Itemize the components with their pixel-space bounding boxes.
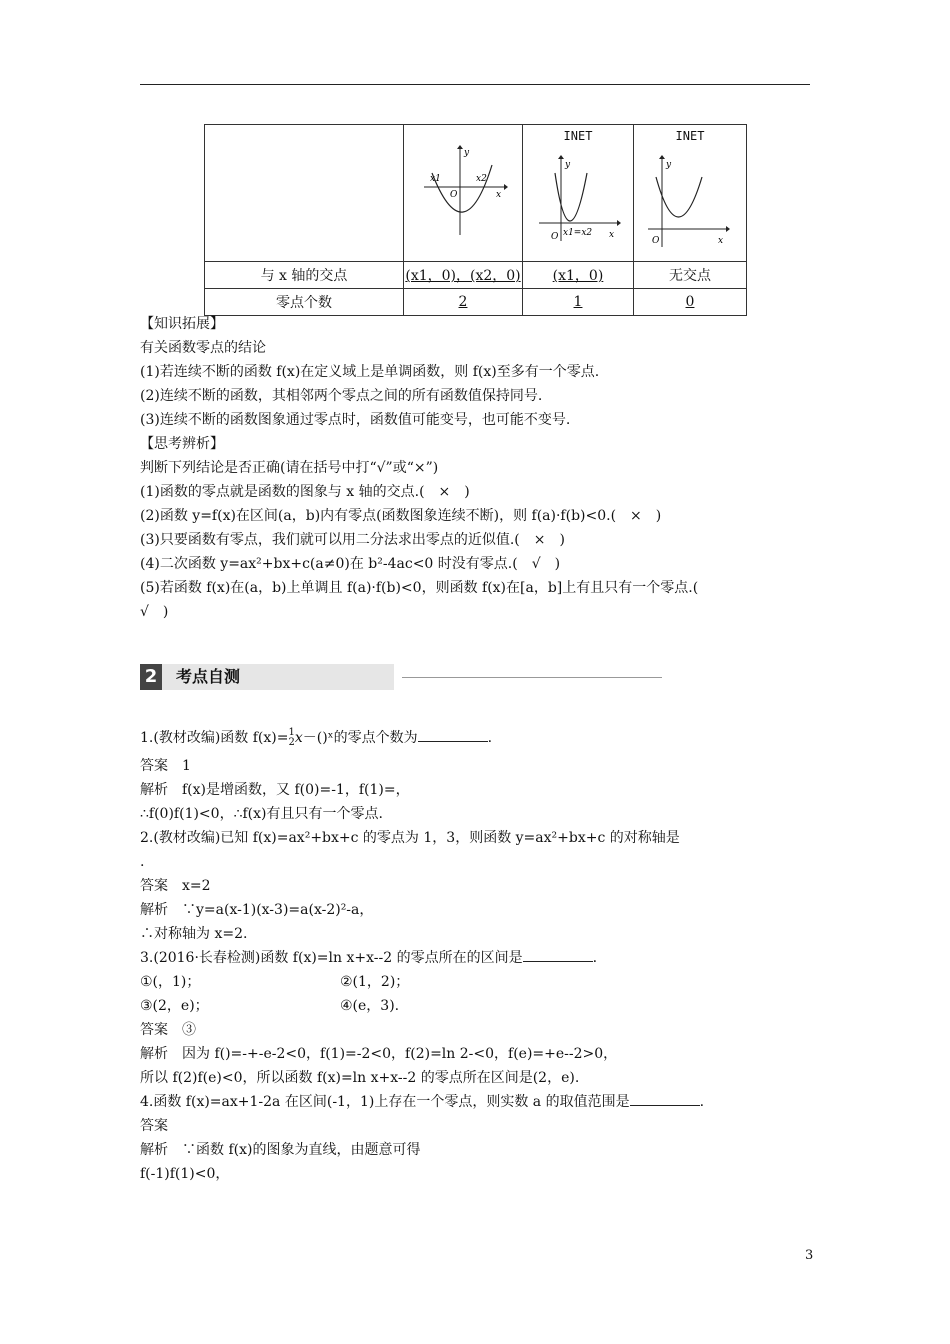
text-line: 判断下列结论是否正确(请在括号中打“√”或“×”) [140, 460, 439, 476]
text-line: 答案 x=2 [140, 878, 211, 894]
text-line: ∴对称轴为 x=2. [140, 926, 248, 942]
section-header [140, 664, 530, 690]
text-line: 所以 f(2)f(e)<0，所以函数 f(x)=ln x+x--2 的零点所在区间是(2，e). [140, 1070, 580, 1086]
text-line: 2.(教材改编)已知 f(x)=ax²+bx+c 的零点为 1，3，则函数 y=ax²+bx+c 的对称轴是 [140, 830, 680, 846]
question-3: 3.(2016·长春检测)函数 f(x)=ln x+x--2 的零点所在的区间是 . [140, 946, 820, 970]
parabola-two-roots-graph [404, 125, 522, 257]
text-line: (3)只要函数有零点，我们就可以用二分法求出零点的近似值.( × ) [140, 532, 565, 548]
page-number: 3 [805, 1248, 814, 1263]
options-row: ③(2，e)； ④(e，3). [140, 998, 400, 1014]
table-empty-cell [205, 125, 404, 262]
graph-cell-no-root [634, 125, 747, 262]
question-4: 4.函数 f(x)=ax+1-2a 在区间(-1，1)上存在一个零点，则实数 a 的取值范围是 . [140, 1090, 820, 1114]
question-1: 1.(教材改编)函数 f(x)=1 2x－()ˣ的零点个数为 . [140, 727, 493, 748]
text-line: ∴f(0)f(1)<0，∴f(x)有且只有一个零点. [140, 806, 383, 822]
knowledge-section [140, 312, 820, 624]
text-line: (2)函数 y=f(x)在区间(a，b)内有零点(函数图象连续不断)，则 f(a)·f(b)<0.( × ) [140, 508, 662, 524]
svg-text:y: y [464, 148, 470, 158]
text-line: (5)若函数 f(x)在(a，b)上单调且 f(a)·f(b)<0，则函数 f(x)在[a，b]上有且只有一个零点.( [140, 580, 699, 596]
text-line: (1)若连续不断的函数 f(x)在定义域上是单调函数，则 f(x)至多有一个零点. [140, 364, 600, 380]
svg-text:O: O [551, 232, 559, 242]
text-line: 有关函数零点的结论 [140, 340, 266, 356]
text-line: √ ) [140, 604, 169, 620]
zero-count-zero: 0 [685, 294, 695, 310]
graph-cell-one-root [523, 125, 634, 262]
svg-text:O: O [652, 236, 660, 246]
zero-count-two: 2 [458, 294, 468, 310]
text-line: (1)函数的零点就是函数的图象与 x 轴的交点.( × ) [140, 484, 470, 500]
intersection-none: 无交点 [634, 262, 747, 289]
text-line: 解析 ∵y=a(x-1)(x-3)=a(x-2)²-a， [140, 902, 374, 918]
answer-blank [418, 727, 488, 742]
svg-text:y: y [565, 160, 571, 170]
svg-text:O: O [450, 190, 458, 200]
text-line: 解析 f(x)是增函数，又 f(0)=-1，f(1)=， [140, 782, 410, 798]
self-test-section [140, 722, 820, 1186]
text-line: 【思考辨析】 [140, 436, 224, 452]
intersection-two: (x1，0)，(x2，0) [405, 268, 521, 284]
header-rule [140, 84, 810, 85]
text-line: 答案 [140, 1118, 168, 1134]
answer-blank [630, 1091, 700, 1106]
text-line: (3)连续不断的函数图象通过零点时，函数值可能变号，也可能不变号. [140, 412, 571, 428]
svg-text:x2: x2 [476, 174, 487, 184]
text-line: 解析 因为 f()=-+-e-2<0，f(1)=-2<0，f(2)=ln 2-<0，f(e)=+e--2>0， [140, 1046, 618, 1062]
inet-label: INET [675, 129, 705, 143]
text-line: . [140, 854, 145, 870]
options-row: ①(，1)； ②(1，2)； [140, 974, 410, 990]
graph-cell-two-roots [404, 125, 523, 262]
svg-text:x1=x2: x1=x2 [563, 228, 593, 238]
zero-count-label: 零点个数 [205, 289, 404, 316]
zero-count-one: 1 [573, 294, 583, 310]
svg-text:y: y [666, 160, 672, 170]
text-line: 答案 ③ [140, 1022, 196, 1038]
text-line: (2)连续不断的函数，其相邻两个零点之间的所有函数值保持同号. [140, 388, 543, 404]
svg-text:x1: x1 [430, 174, 441, 184]
section-rule [402, 677, 662, 678]
text-line: 【知识拓展】 [140, 316, 224, 332]
parabola-no-root-graph [634, 143, 746, 253]
section-number: 2 [140, 664, 162, 690]
section-title: 考点自测 [162, 664, 394, 690]
parabola-one-root-graph [523, 143, 633, 253]
intersection-label: 与 x 轴的交点 [205, 262, 404, 289]
answer-blank [523, 947, 593, 962]
svg-text:x: x [609, 230, 615, 240]
zero-point-table [204, 124, 747, 316]
text-line: 解析 ∵函数 f(x)的图象为直线，由题意可得 [140, 1142, 421, 1158]
inet-label: INET [563, 129, 593, 143]
text-line: f(-1)f(1)<0， [140, 1166, 230, 1182]
text-line: 答案 1 [140, 758, 191, 774]
intersection-one: (x1，0) [552, 268, 604, 284]
text-line: (4)二次函数 y=ax²+bx+c(a≠0)在 b²-4ac<0 时没有零点.( √ ) [140, 556, 561, 572]
svg-text:x: x [496, 190, 502, 200]
svg-text:x: x [718, 236, 724, 246]
exponent-fraction: 1 2 [288, 727, 295, 748]
